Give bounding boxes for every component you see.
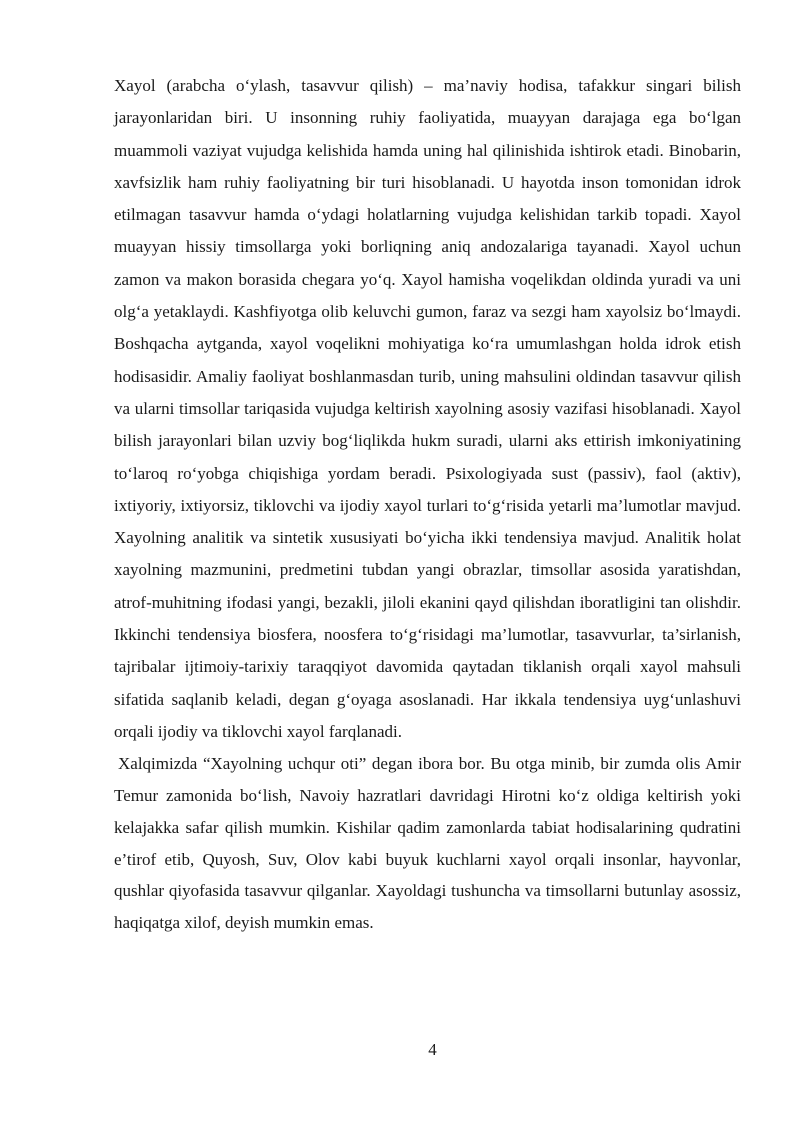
body-paragraph: Xalqimizda “Xayolning uchqur oti” degan ibora bor. Bu otga minib, bir zumda olis Amir Temur zamonida bo‘lish, Navoiy hazratlari davridagi Hirotni ko‘z oldiga keltirish yoki kelajakka safar qilish mumkin. Kishilar qadim zamonlarda tabiat hodisalarining qudratini e’tirof etib, Quyosh, Suv, Olov kabi buyuk kuchlarni xayol orqali insonlar, hayvonlar, qushlar qiyofasida tasavvur qilganlar. Xayoldagi tushuncha va timsollarni butunlay asossiz, haqiqatga xilof, deyish mumkin emas.: [114, 754, 741, 933]
document-page: [114, 70, 741, 939]
page-number: 4: [428, 1040, 437, 1059]
body-paragraph: Xayol (arabcha o‘ylash, tasavvur qilish) – ma’naviy hodisa, tafakkur singari bilish jarayonlaridan biri. U insonning ruhiy faoliyatida, muayyan darajaga ega bo‘lgan muammoli vaziyat vujudga kelishida hamda uning hal qilinishida ishtirok etadi. Binobarin, xavfsizlik ham ruhiy faoliyatning bir turi hisoblanadi. U hayotda inson tomonidan idrok etilmagan tasavvur hamda o‘ydagi holatlarning vujudga kelishidan tarkib topadi. Xayol muayyan hissiy timsollarga yoki borliqning aniq andozalariga tayanadi. Xayol uchun zamon va makon borasida chegara yo‘q. Xayol hamisha voqelikdan oldinda yuradi va uni olg‘a yetaklaydi. Kashfiyotga olib keluvchi gumon, faraz va sezgi ham xayolsiz bo‘lmaydi. Boshqacha aytganda, xayol voqelikni mohiyatiga ko‘ra umumlashgan holda idrok etish hodisasidir. Amaliy faoliyat boshlanmasdan turib, uning mahsulini oldindan tasavvur qilish va ularni timsollar tariqasida vujudga keltirish xayolning asosiy vazifasi hisoblanadi. Xayol bilish jarayonlari bilan uzviy bog‘liqlikda hukm suradi, ularni aks ettirish imkoniyatining to‘laroq ro‘yobga chiqishiga yordam beradi. Psixologiyada sust (passiv), faol (aktiv), ixtiyoriy, ixtiyorsiz, tiklovchi va ijodiy xayol turlari to‘g‘risida yetarli ma’lumotlar mavjud. Xayolning analitik va sintetik xususiyati bo‘yicha ikki tendensiya mavjud. Analitik holat xayolning mazmunini, predmetini tubdan yangi obrazlar, timsollar asosida yaratishdan, atrof-muhitning ifodasi yangi, bezakli, jiloli ekanini qayd qilishdan iboratligini tan olishdir. Ikkinchi tendensiya biosfera, noosfera to‘g‘risidagi ma’lumotlar, tasavvurlar, ta’sirlanish, tajribalar ijtimoiy-tarixiy taraqqiyot davomida qaytadan tiklanish orqali xayol mahsuli sifatida saqlanib keladi, degan g‘oyaga asoslanadi. Har ikkala tendensiya uyg‘unlashuvi orqali ijodiy va tiklovchi xayol farqlanadi.: [114, 76, 741, 741]
